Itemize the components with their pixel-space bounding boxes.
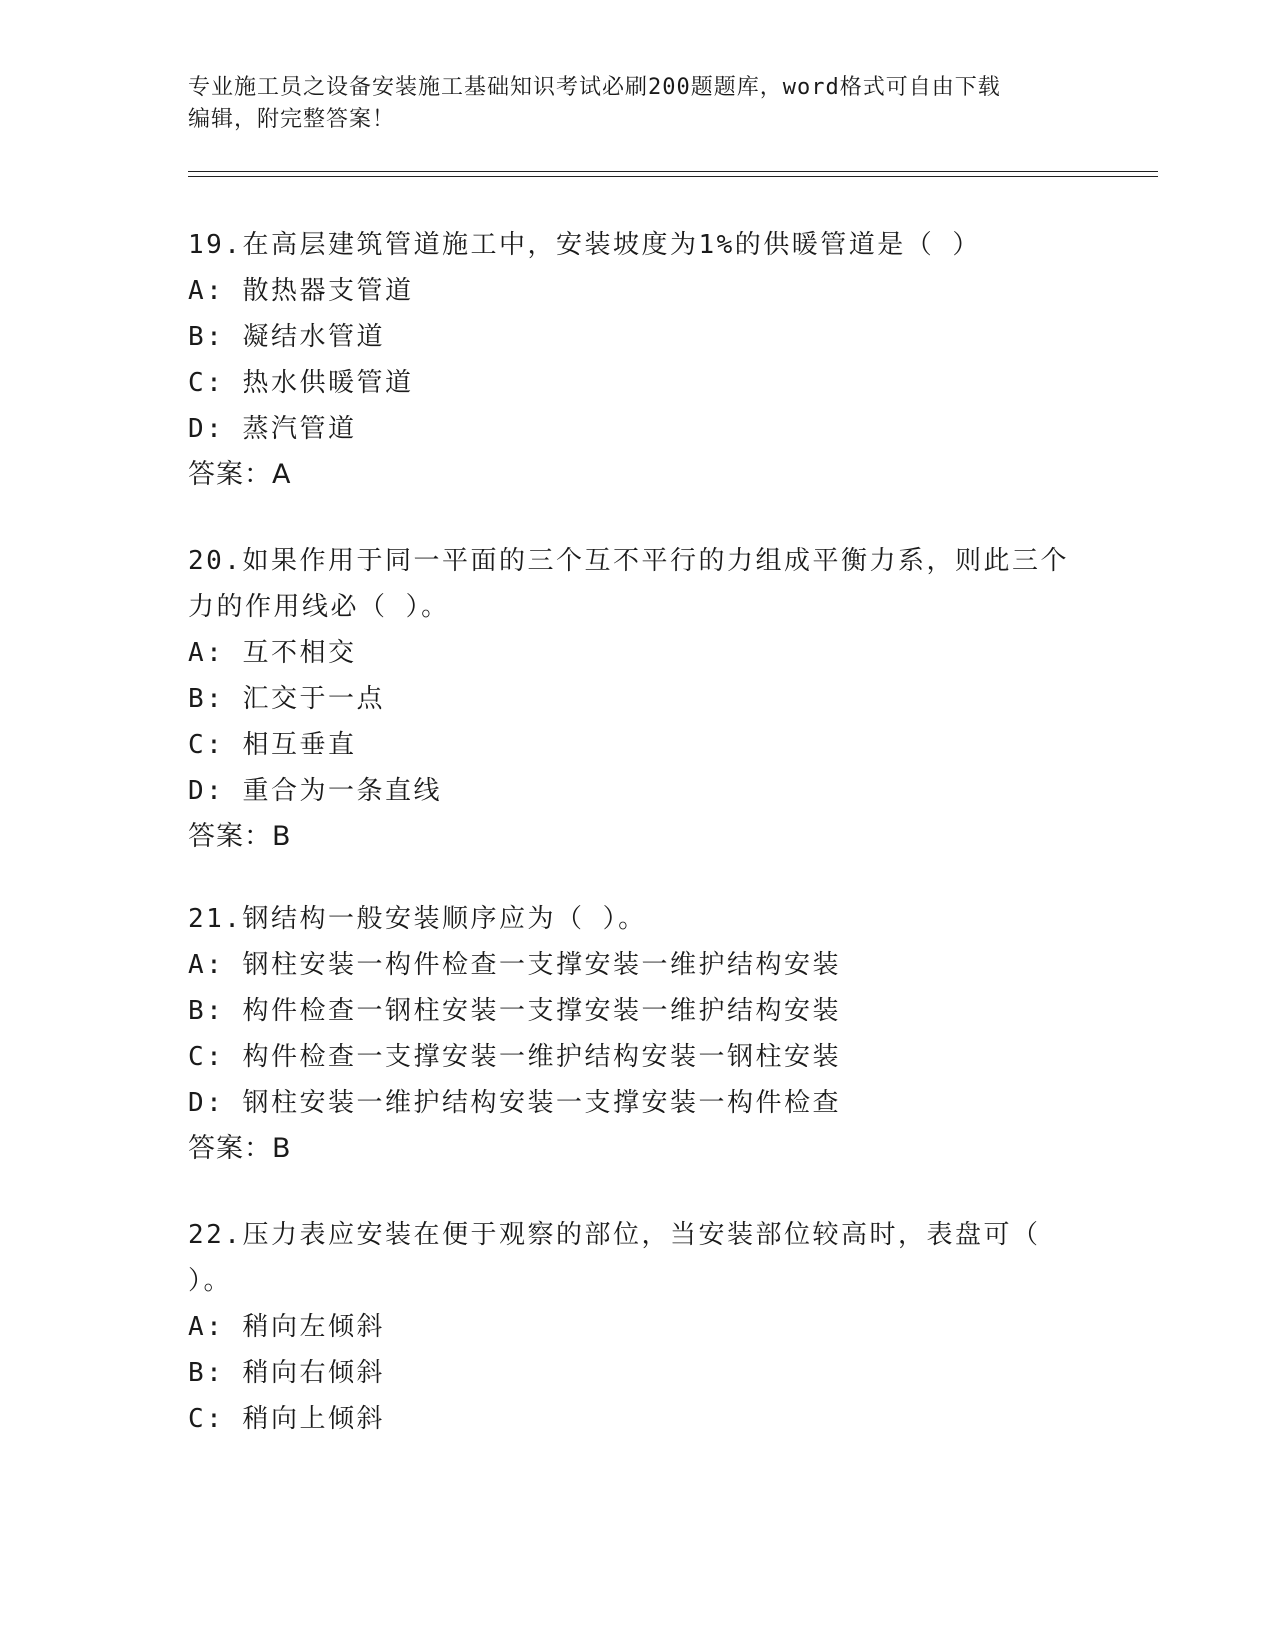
option-a: A: 散热器支管道	[188, 276, 414, 306]
option-c: C: 构件检查一支撑安装一维护结构安装一钢柱安装	[188, 1042, 841, 1072]
answer: 答案：A	[188, 459, 292, 490]
question-stem: 21.钢结构一般安装顺序应为（ ）。	[188, 904, 647, 934]
question-stem-line-2: ）。	[188, 1266, 233, 1296]
question-20	[188, 538, 1088, 860]
document-header	[188, 72, 1088, 136]
option-c: C: 相互垂直	[188, 730, 357, 760]
question-stem-line-2: 力的作用线必（ ）。	[188, 592, 450, 622]
option-b: B: 稍向右倾斜	[188, 1358, 385, 1388]
header-title-line-1: 专业施工员之设备安装施工基础知识考试必刷200题题库，word格式可自由下载	[188, 75, 1001, 100]
option-b: B: 构件检查一钢柱安装一支撑安装一维护结构安装	[188, 996, 841, 1026]
header-divider-top	[188, 171, 1158, 172]
option-a: A: 稍向左倾斜	[188, 1312, 385, 1342]
question-stem: 19.在高层建筑管道施工中，安装坡度为1%的供暖管道是（ ）	[188, 230, 981, 260]
option-d: D: 钢柱安装一维护结构安装一支撑安装一构件检查	[188, 1088, 841, 1118]
answer: 答案：B	[188, 821, 292, 852]
header-divider-bottom	[188, 176, 1158, 177]
header-title-line-2: 编辑，附完整答案！	[188, 107, 396, 132]
option-c: C: 稍向上倾斜	[188, 1404, 385, 1434]
option-d: D: 蒸汽管道	[188, 414, 357, 444]
option-b: B: 汇交于一点	[188, 684, 385, 714]
option-a: A: 钢柱安装一构件检查一支撑安装一维护结构安装	[188, 950, 841, 980]
option-d: D: 重合为一条直线	[188, 776, 442, 806]
question-stem-line-1: 20.如果作用于同一平面的三个互不平行的力组成平衡力系，则此三个	[188, 546, 1069, 576]
answer: 答案：B	[188, 1133, 292, 1164]
option-a: A: 互不相交	[188, 638, 357, 668]
question-22	[188, 1212, 1088, 1442]
question-19	[188, 222, 1088, 498]
option-c: C: 热水供暖管道	[188, 368, 414, 398]
question-21	[188, 896, 1088, 1172]
question-stem-line-1: 22.压力表应安装在便于观察的部位，当安装部位较高时，表盘可（	[188, 1220, 1041, 1250]
option-b: B: 凝结水管道	[188, 322, 385, 352]
